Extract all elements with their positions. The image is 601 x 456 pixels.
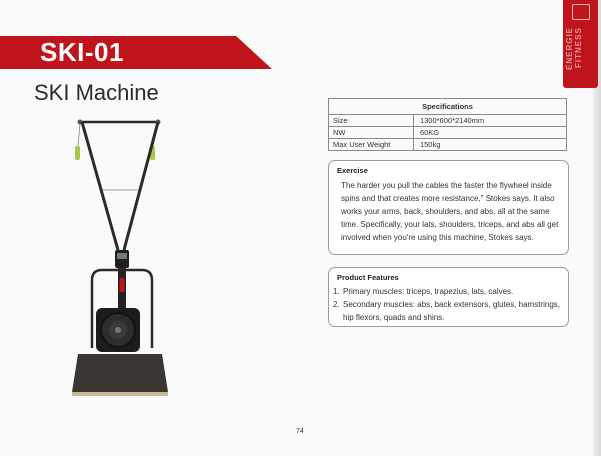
exercise-section [328,160,569,255]
table-row [329,115,567,127]
left-handle [75,146,80,160]
list-item-number: 1. [333,287,340,296]
spec-value: 150kg [413,139,566,151]
spec-value: 1300*600*2140mm [413,115,566,127]
features-heading: Product Features [337,273,399,282]
model-code: SKI-01 [40,37,124,67]
column-brand-label [120,278,125,292]
table-row [329,127,567,139]
list-item [333,298,565,324]
exercise-heading: Exercise [337,166,368,175]
table-row [329,139,567,151]
monitor-screen [117,253,127,259]
base-edge [72,392,168,396]
list-item-text: Primary muscles: triceps, trapezius, lats, calves. [343,287,514,296]
spec-value: 60KG [413,127,566,139]
brand-logo-text: ENERGIE FITNESS [565,26,583,70]
page-number: 74 [296,428,304,435]
product-features-section [328,267,569,327]
specifications-table [328,98,567,151]
spec-label: Size [329,115,414,127]
spec-label: NW [329,127,414,139]
product-name: SKI Machine [34,80,159,105]
list-item-number: 2. [333,300,340,309]
specifications-title: Specifications [329,99,567,115]
mast-left-rail [82,122,118,250]
ski-machine-illustration [60,110,190,410]
left-cable [78,124,80,146]
list-item [333,285,565,298]
exercise-text: The harder you pull the cables the faster the flywheel inside spins and that creates more resistance," Stokes says. It also works your arms, back, shoulders, and abs, all at the same time. Specifically, your lats, shoulders, triceps, and abs all get involved when you're using this machine, Stokes says. [341,181,559,242]
base-platform [72,354,168,392]
list-item-text: Secondary muscles: abs, back extensors, glutes, hamstrings, hip flexors, quads and shins. [343,300,560,322]
features-list [333,285,565,324]
spec-label: Max User Weight [329,139,414,151]
mast-right-rail [124,122,158,250]
